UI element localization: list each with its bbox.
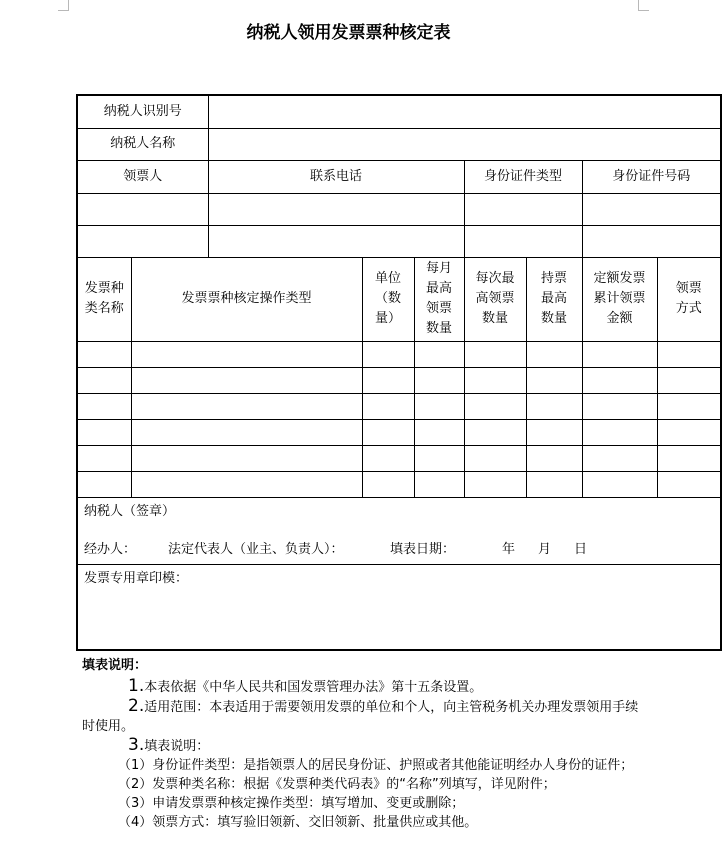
entry-cell[interactable] xyxy=(582,419,657,445)
entry-cell[interactable] xyxy=(464,471,526,497)
entry-cell[interactable] xyxy=(77,471,131,497)
entry-cell[interactable] xyxy=(77,341,131,367)
entry-cell[interactable] xyxy=(414,471,464,497)
margin-corner-mark xyxy=(638,0,649,11)
id-type-cell[interactable] xyxy=(464,225,582,257)
entry-cell[interactable] xyxy=(414,367,464,393)
id-type-cell[interactable] xyxy=(464,193,582,225)
per-time-max-header: 每次最高领票数量 xyxy=(464,257,526,341)
monthly-max-header: 每月最高领票数量 xyxy=(414,257,464,341)
entry-cell[interactable] xyxy=(582,367,657,393)
method-header: 领票方式 xyxy=(657,257,721,341)
operation-type-header: 发票票种核定操作类型 xyxy=(131,257,362,341)
invoice-entry-row xyxy=(77,471,721,497)
entry-cell[interactable] xyxy=(582,341,657,367)
entry-cell[interactable] xyxy=(464,393,526,419)
verification-form-table xyxy=(76,94,722,651)
entry-cell[interactable] xyxy=(582,471,657,497)
taxpayer-id-label: 纳税人识别号 xyxy=(77,95,208,128)
invoice-entry-row xyxy=(77,419,721,445)
phone-cell[interactable] xyxy=(208,225,464,257)
invoice-entry-row xyxy=(77,341,721,367)
phone-header: 联系电话 xyxy=(208,160,464,193)
note-item: （4）领票方式：填写验旧领新、交旧领新、批量供应或其他。 xyxy=(118,815,478,830)
entry-cell[interactable] xyxy=(464,419,526,445)
legal-rep-label: 法定代表人（业主、负责人）： xyxy=(168,541,344,557)
entry-cell[interactable] xyxy=(131,471,362,497)
note-2: 2.适用范围：本表适用于需要领用发票的单位和个人，向主管税务机关办理发票领用手续时使用。 xyxy=(82,696,639,734)
taxpayer-name-label: 纳税人名称 xyxy=(77,128,208,160)
entry-cell[interactable] xyxy=(657,393,721,419)
entry-cell[interactable] xyxy=(657,341,721,367)
taxpayer-seal-label: 纳税人（签章） xyxy=(84,503,176,519)
taxpayer-name-field[interactable] xyxy=(208,128,721,160)
id-number-cell[interactable] xyxy=(582,193,721,225)
entry-cell[interactable] xyxy=(657,445,721,471)
note-item: （3）申请发票票种核定操作类型：填写增加、变更或删除； xyxy=(118,796,465,811)
instructions-heading: 填表说明： xyxy=(82,658,148,673)
note-item: （1）身份证件类型：是指领票人的居民身份证、护照或者其他能证明经办人身份的证件； xyxy=(118,758,634,773)
hold-max-header: 持票最高数量 xyxy=(526,257,582,341)
entry-cell[interactable] xyxy=(362,445,414,471)
entry-cell[interactable] xyxy=(77,393,131,419)
invoice-entry-row xyxy=(77,445,721,471)
entry-cell[interactable] xyxy=(362,367,414,393)
entry-cell[interactable] xyxy=(77,445,131,471)
entry-cell[interactable] xyxy=(131,419,362,445)
receiver-header: 领票人 xyxy=(77,160,208,193)
instructions xyxy=(82,656,642,832)
entry-cell[interactable] xyxy=(362,419,414,445)
entry-cell[interactable] xyxy=(526,419,582,445)
year-label: 年 xyxy=(502,541,516,557)
entry-cell[interactable] xyxy=(131,341,362,367)
entry-cell[interactable] xyxy=(362,393,414,419)
entry-cell[interactable] xyxy=(414,419,464,445)
entry-cell[interactable] xyxy=(131,445,362,471)
entry-cell[interactable] xyxy=(526,393,582,419)
document-title: 纳税人领用发票票种核定表 xyxy=(246,23,451,43)
entry-cell[interactable] xyxy=(526,367,582,393)
entry-cell[interactable] xyxy=(526,341,582,367)
signature-section xyxy=(77,497,721,564)
seal-impression-section xyxy=(77,564,721,650)
invoice-type-header: 发票种类名称 xyxy=(77,257,131,341)
id-number-cell[interactable] xyxy=(582,225,721,257)
receiver-cell[interactable] xyxy=(77,193,208,225)
entry-cell[interactable] xyxy=(414,445,464,471)
entry-cell[interactable] xyxy=(77,419,131,445)
entry-cell[interactable] xyxy=(362,341,414,367)
note-1: 1.本表依据《中华人民共和国发票管理办法》第十五条设置。 xyxy=(128,676,483,696)
invoice-entry-row xyxy=(77,367,721,393)
quota-amount-header: 定额发票累计领票金额 xyxy=(582,257,657,341)
id-type-header: 身份证件类型 xyxy=(464,160,582,193)
entry-cell[interactable] xyxy=(526,471,582,497)
entry-cell[interactable] xyxy=(582,445,657,471)
entry-cell[interactable] xyxy=(464,445,526,471)
month-label: 月 xyxy=(538,541,552,557)
note-3: 3.填表说明： xyxy=(128,735,210,755)
entry-cell[interactable] xyxy=(414,393,464,419)
entry-cell[interactable] xyxy=(657,471,721,497)
entry-cell[interactable] xyxy=(131,393,362,419)
entry-cell[interactable] xyxy=(526,445,582,471)
id-number-header: 身份证件号码 xyxy=(582,160,721,193)
entry-cell[interactable] xyxy=(131,367,362,393)
entry-cell[interactable] xyxy=(464,341,526,367)
entry-cell[interactable] xyxy=(582,393,657,419)
fill-date-label: 填表日期： xyxy=(390,541,456,557)
entry-cell[interactable] xyxy=(77,367,131,393)
taxpayer-id-field[interactable] xyxy=(208,95,721,128)
agent-label: 经办人： xyxy=(84,541,137,557)
day-label: 日 xyxy=(574,541,588,557)
margin-corner-mark xyxy=(58,0,69,11)
unit-header: 单位（数量） xyxy=(362,257,414,341)
entry-cell[interactable] xyxy=(657,419,721,445)
entry-cell[interactable] xyxy=(657,367,721,393)
receiver-cell[interactable] xyxy=(77,225,208,257)
entry-cell[interactable] xyxy=(414,341,464,367)
invoice-entry-row xyxy=(77,393,721,419)
note-item: （2）发票种类名称：根据《发票种类代码表》的“名称”列填写，详见附件； xyxy=(118,777,556,792)
seal-label: 发票专用章印模： xyxy=(84,570,189,586)
entry-cell[interactable] xyxy=(362,471,414,497)
phone-cell[interactable] xyxy=(208,193,464,225)
entry-cell[interactable] xyxy=(464,367,526,393)
